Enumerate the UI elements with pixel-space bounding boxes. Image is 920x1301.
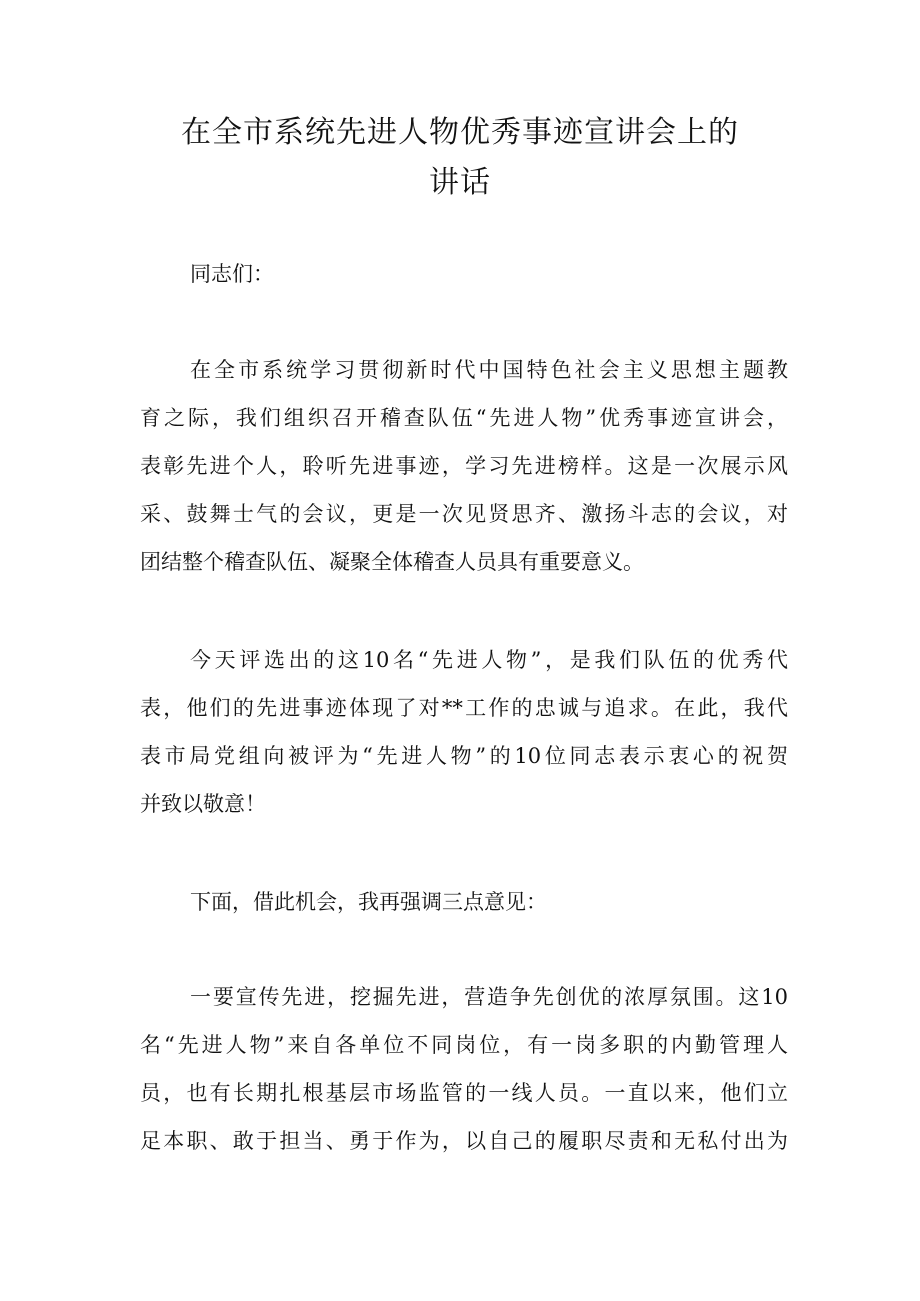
paragraph-4 [140, 973, 788, 1165]
paragraph-line: 表，他们的先进事迹体现了对**工作的忠诚与追求。在此，我代 [140, 696, 788, 720]
paragraph-line: 一要宣传先进，挖掘先进，营造争先创优的浓厚氛围。这10 [190, 985, 788, 1009]
document-title-line-1: 在全市系统先进人物优秀事迹宣讲会上的 [181, 115, 739, 150]
paragraph-2 [140, 636, 788, 828]
salutation-text: 同志们： [190, 262, 274, 286]
paragraph-line: 表彰先进个人，聆听先进事迹，学习先进榜样。这是一次展示风 [140, 454, 788, 478]
paragraph-line: 并致以敬意！ [140, 792, 266, 816]
paragraph-line: 今天评选出的这10名“先进人物”，是我们队伍的优秀代 [190, 648, 788, 672]
paragraph-line: 团结整个稽查队伍、凝聚全体稽查人员具有重要意义。 [140, 550, 644, 574]
paragraph-line: 下面，借此机会，我再强调三点意见： [190, 890, 547, 914]
paragraph-3 [140, 878, 788, 926]
paragraph-line: 员，也有长期扎根基层市场监管的一线人员。一直以来，他们立 [140, 1081, 788, 1105]
paragraph-line: 足本职、敢于担当、勇于作为，以自己的履职尽责和无私付出为 [140, 1129, 788, 1153]
paragraph-line: 名“先进人物”来自各单位不同岗位，有一岗多职的内勤管理人 [140, 1033, 788, 1057]
document-title-line-2: 讲话 [429, 165, 491, 200]
salutation [140, 250, 788, 298]
paragraph-line: 在全市系统学习贯彻新时代中国特色社会主义思想主题教 [190, 358, 788, 382]
paragraph-line: 育之际，我们组织召开稽查队伍“先进人物”优秀事迹宣讲会， [140, 406, 788, 430]
paragraph-line: 表市局党组向被评为“先进人物”的10位同志表示衷心的祝贺 [140, 744, 788, 768]
paragraph-1 [140, 346, 788, 586]
paragraph-line: 采、鼓舞士气的会议，更是一次见贤思齐、激扬斗志的会议，对 [140, 502, 788, 526]
